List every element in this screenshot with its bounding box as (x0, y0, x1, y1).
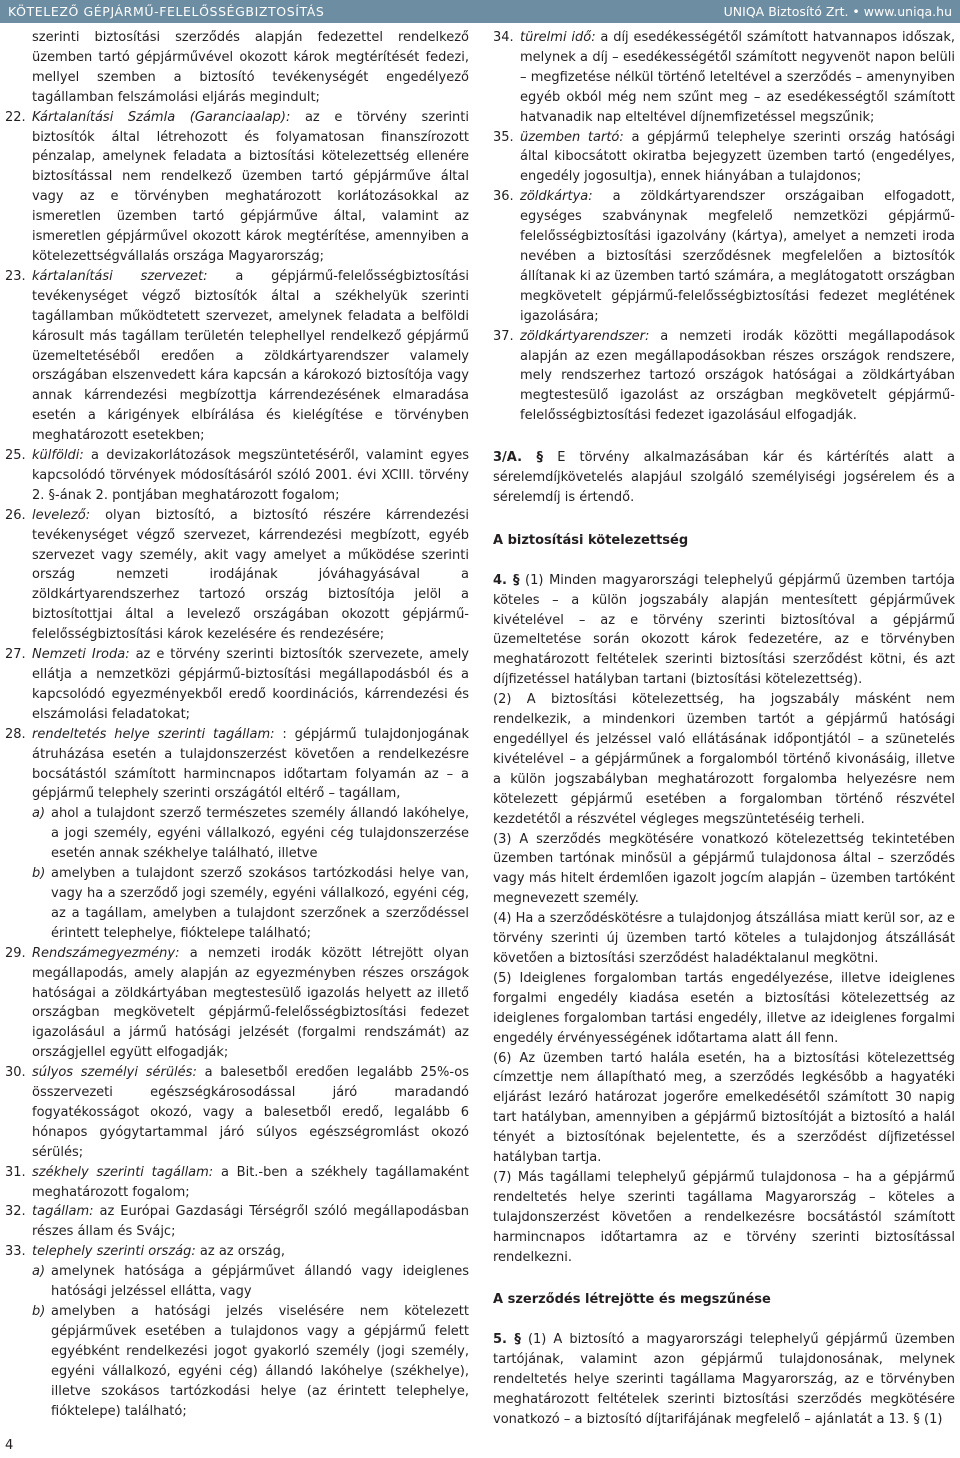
page-header (0, 0, 960, 23)
definition-item (5, 1242, 469, 1421)
item-number: 34. (493, 30, 514, 45)
section-4-paragraph: (2) A biztosítási kötelezettség, ha jogszabály másként nem rendelkezik, a mindenkori üzemben tartót a gépjármű hatósági engedéllyel és jelzéssel való ellátásának időpontjától – a szünetelés kivételével – a gépjárműnek a forgalomból történő kivonásáig, illetve a külön jogszabályban meghatározott forgalomba helyezésre nem kötelezett gépjármű esetében a forgalomban történő részvétel kezdetétől a részvétel végleges megszüntetéséig terheli. (493, 692, 955, 827)
intro-paragraph: szerinti biztosítási szerződés alapján fedezettel rendelkező üzemben tartó gépjárművével okozott károk megtérítését fedezi, mellyel szemben a biztosító tevékenységét engedélyező tagállamban felszámolási eljárás megindult; (32, 30, 469, 105)
sub-item-label: b) (32, 866, 46, 882)
sub-item-label: b) (32, 1304, 46, 1319)
sub-item-label: a) (32, 1264, 46, 1280)
definition-term: üzemben tartó: (520, 129, 624, 145)
definition-term: türelmi idő: (520, 30, 596, 45)
section-heading: A szerződés létrejötte és megszűnése (493, 1292, 771, 1308)
definition-text: a balesetből eredően legalább 25%-os összervezeti egészségkárosodással járó maradandó fogyatékosságot okozó, vagy a balesetből eredő, legalább 6 hónapos gyógytartammal járó súlyos egészségromlást okozó sérülés; (32, 1065, 469, 1160)
definition-text: a gépjármű-felelősségbiztosítási tevékenységet végző biztosítók által a székhelyük szerinti tagállamban működtetett szervezet, amelynek feladata a belföldi károsult más tagállam területén telephellyel rendelkező gépjármű üzemeltetéséből eredően a zöldkártyarendszer valamely országában elszenvedett kára kapcsán a károkozó biztosítója vagy annak kárrendezési megbízottja kárrendezésének elmaradása esetén a kárigények elbírálása és kielégítése e törvényben meghatározott esetekben; (32, 268, 469, 444)
sub-item-text: amelyben a hatósági jelzés viselésére nem kötelezett gépjárművek esetében a tulajdonos vagy a gépjármű felett egyébként rendelkezési jogot gyakorló személy (jogi személy, egyéni vállalkozó, egyéni cég) állandó lakóhelye (székhelye), illetve szokásos tartózkodási helye (az érintett telephelye, fióktelepe) található; (51, 1304, 469, 1419)
definition-item (5, 944, 469, 1063)
definition-item (5, 645, 469, 725)
section-4-paragraph: (4) Ha a szerződéskötésre a tulajdonjog átszállása miatt kerül sor, az e törvény szerinti új üzemben tartó köteles a tulajdonjog átszállását követően a biztosítási szerződést haladéktalanul megkötni. (493, 911, 955, 966)
item-number: 30. (5, 1065, 26, 1081)
sub-item-text: amelynek hatósága a gépjárművet állandó vagy ideiglenes hatósági jelzéssel ellátta, vagy (51, 1264, 469, 1300)
sub-item-text: amelyben a tulajdont szerző szokásos tartózkodási helye van, vagy ha a szerződő jogi személy, egyéni vállalkozó, egyéni cég, az a tagállam, amelyben a tulajdont szerzőnek a szerződéssel érintett telephelye, fióktelepe található; (51, 866, 469, 941)
item-number: 32. (5, 1204, 26, 1220)
item-number: 26. (5, 507, 26, 523)
sub-item (32, 864, 469, 944)
section-4-paragraph: (6) Az üzemben tartó halála esetén, ha a biztosítási kötelezettség címzettje nem állapítható meg, a szerződés legkésőbb a hagyatéki eljárást lezáró határozat jogerőre emelkedésétől számított 30 napig tart hatályban, amennyiben a gépjármű biztosítóját a biztosító a halál tényét a biztosítónak bejelentette, és a szerződést díjfizetéssel hatályban tartja. (493, 1050, 955, 1166)
right-column (493, 28, 955, 1430)
sub-item (32, 1302, 469, 1421)
item-number: 33. (5, 1244, 26, 1260)
definition-item (5, 725, 469, 944)
sub-item (32, 804, 469, 864)
definition-item (5, 446, 469, 506)
item-number: 35. (493, 129, 514, 145)
definition-item (5, 1163, 469, 1203)
definition-item (5, 108, 469, 267)
section-4-paragraph (493, 571, 955, 690)
section-text: (1) A biztosító a magyarországi telephelyű gépjármű üzemben tartójának, valamint azon gépjármű tulajdonosának, melynek rendeltetés helye szerinti tagállama Magyarország, az e törvényben meghatározott feltételek szerinti biztosítási szerződés megkötésére vonatkozó – a biztosító díjtarifájának megfelelő – ajánlatát a 13. § (1) (493, 1332, 956, 1427)
sub-item-text: ahol a tulajdont szerző természetes személy állandó lakóhelye, a jogi személy, egyéni vállalkozó, egyéni cég tulajdonszerzése esetén annak székhelye található, illetve (51, 806, 469, 862)
definition-term: Nemzeti Iroda: (32, 647, 130, 663)
item-number: 25. (5, 448, 26, 464)
definition-text: : gépjármű tulajdonjogának átruházása esetén a tulajdonszerzést követően a rendelkezésre bocsátástól számított harmincnapos időtartam folyamán az – a gépjármű telephely szerinti országától eltérő – tagállam, (32, 726, 469, 802)
definition-text: az Európai Gazdasági Térségről szóló megállapodásban részes állam és Svájc; (32, 1204, 469, 1240)
definition-term: súlyos személyi sérülés: (32, 1065, 197, 1081)
item-number: 37. (493, 328, 514, 344)
definition-term: zöldkártyarendszer: (520, 328, 650, 344)
definition-term: Kártalanítási Számla (Garanciaalap): (32, 109, 291, 125)
definition-text: a díj esedékességétől számított hatvannapos időszak, melynek a díj – esedékességétől számított negyvenöt napon belüli – megfizetése nélkül történő leteltével a szerződés – amenynyiben egyéb okból még nem szűnt meg – az esedékességtől számított hatvanadik nap elteltével díjnemfizetéssel megszűnik; (520, 30, 955, 125)
item-number: 29. (5, 945, 26, 961)
definition-item (5, 267, 469, 446)
sub-item-label: a) (32, 806, 46, 822)
definition-text: olyan biztosító, a biztosító részére kárrendezési tevékenységet végző szervezet, kárrendezési megbízott, egyéb szervezet vagy személy, akit vagy amelyet a működése szerinti ország nemzeti irodájának jóváhagyásával a zöldkártyarendszerhez tartozó ország biztosítója jelöl a biztosítottjai által a levelező országában okozott gépjármű-felelősségbiztosítási károk kezelésére és rendezésére; (32, 507, 469, 643)
definition-item (5, 1202, 469, 1242)
item-number: 23. (5, 268, 26, 284)
definition-text: a Bit.-ben a székhely tagállamaként meghatározott fogalom; (32, 1164, 469, 1200)
section-4-paragraph: (3) A szerződés megkötésére vonatkozó kötelezettség tekintetében üzemben tartónak minősül a gépjármű tulajdonosa által – szerződés vagy más hitelt érdemlően igazolt jogcím alapján – üzemben tartóként megnevezett személy. (493, 831, 955, 907)
section-5-paragraph (493, 1330, 955, 1430)
definition-term: telephely szerinti ország: (32, 1244, 196, 1260)
section-heading: A biztosítási kötelezettség (493, 532, 689, 548)
section-number: 5. § (493, 1332, 521, 1348)
definition-term: kártalanítási szervezet: (32, 268, 208, 284)
section-text: E törvény alkalmazásában kár és kártérítés alatt a sérelemdíjkövetelés alapjául szolgáló személyiségi jogsérelem és a sérelemdíj is értendő. (493, 450, 956, 505)
definition-term: tagállam: (32, 1204, 94, 1220)
definition-item (5, 1063, 469, 1163)
definition-item (493, 327, 955, 427)
definition-term: rendeltetés helye szerinti tagállam: (32, 726, 275, 742)
item-number: 22. (5, 109, 26, 125)
definition-item (493, 28, 955, 128)
definition-text: a devizakorlátozások megszüntetéséről, valamint egyes kapcsolódó törvények módosításáról szóló 2001. évi XCIII. törvény 2. §-ának 2. pontjában meghatározott fogalom; (32, 448, 469, 503)
definition-text: az e törvény szerinti biztosítók által létrehozott és folyamatosan finanszírozott pénzalap, amelynek feladata a biztosítási kötelezettség ellenére biztosítással nem rendelkező üzemben tartó gépjárműve által vagy az e törvényben meghatározott korlátozásokkal az ismeretlen üzemben tartó gépjárműve által, valamint az ismeretlen gépjárművel okozott károk megtérítése, amennyiben a kötelezettségvállalás országa Magyarország; (32, 109, 469, 264)
definition-term: székhely szerinti tagállam: (32, 1164, 214, 1180)
definition-text: az az ország, (195, 1244, 285, 1260)
item-number: 31. (5, 1164, 26, 1180)
definition-item (493, 187, 955, 326)
section-4-paragraph: (5) Ideiglenes forgalomban tartás engedélyezése, illetve ideiglenes forgalmi engedély kiadása esetén a biztosítási kötelezettség az ideiglenes forgalomban tartási engedély, illetve az ideiglenes forgalmi engedély érvényességének időtartama alatt áll fenn. (493, 970, 955, 1046)
definition-text: a zöldkártyarendszer országaiban elfogadott, egységes szabványnak megfelelő nemzetközi gépjármű-felelősségbiztosítási igazolvány (kártya), amelyet a nemzeti iroda nevében a biztosítási szerződésnek megfelelően a biztosítók állítanak ki az üzemben tartó számára, a meglátogatott országban megkövetelt gépjármű-felelősségbiztosítási fedezet meglétének igazolására; (520, 189, 955, 324)
section-3a (493, 448, 955, 508)
definition-item (5, 506, 469, 645)
definition-item (493, 128, 955, 188)
item-number: 36. (493, 189, 514, 205)
section-4-paragraph: (7) Más tagállami telephelyű gépjármű tulajdonosa – ha a gépjármű rendeltetés helye szerinti tagállama Magyarország – köteles a tulajdonszerzést követően a rendelkezésre bocsátástól számított harmincnapos időtartamra az e törvény szerinti biztosítással rendelkezni. (493, 1169, 955, 1265)
definition-text: a nemzeti irodák között létrejött olyan megállapodás, amely alapján az egyezményben részes országok hatóságai a zöldkártyában megtestesülő igazolás helyett az illető országban megkövetelt gépjármű-felelősségbiztosítási fedezet igazolásául a jármű hatósági jelzését (forgalmi rendszámát) az országjellel együtt elfogadják; (32, 945, 469, 1061)
sub-item (32, 1262, 469, 1302)
header-title: KÖTELEZŐ GÉPJÁRMŰ-FELELŐSSÉGBIZTOSÍTÁS (8, 4, 325, 19)
section-text: (1) Minden magyarországi telephelyű gépjármű üzemben tartója köteles – a külön jogszabály alapján mentesített gépjárművek kivételével – az e törvény szerinti biztosítóval a gépjármű üzemeltetése során okozott károk fedezetére, az e törvényben meghatározott feltételek szerinti biztosítási szerződést kötni, és azt díjfizetéssel hatályban tartani (biztosítási kötelezettség). (493, 572, 955, 688)
section-number: 4. § (493, 572, 520, 588)
definition-term: zöldkártya: (520, 189, 593, 205)
section-number: 3/A. § (493, 450, 544, 466)
definition-text: a gépjármű telephelye szerinti ország hatósági által kibocsátott okiratba bejegyzett üzemben tartó (engedélyes, engedély jogosultja), ennek hiányában a tulajdonos; (520, 129, 955, 185)
header-publisher: UNIQA Biztosító Zrt. • www.uniqa.hu (723, 4, 952, 19)
page-number: 4 (5, 1438, 14, 1453)
definition-text: a nemzeti irodák közötti megállapodások alapján az ezen megállapodásokban részes országok rendszere, mely rendszerhez tartozó országok hatóságai a zöldkártyában megtestesülő igazolást az országban megkövetelt gépjármű-felelősségbiztosítási fedezet igazolásául elfogadják. (520, 328, 955, 424)
definition-text: az e törvény szerinti biztosítók szervezete, amely ellátja a nemzetközi gépjármű-biztosítási megállapodásból és a kapcsolódó egyezményekből eredő koordinációs, kárrendezési és elszámolási feladatokat; (32, 647, 469, 722)
spacer (493, 426, 955, 448)
definition-term: külföldi: (32, 448, 84, 464)
definition-term: Rendszámegyezmény: (32, 945, 180, 961)
item-number: 27. (5, 647, 26, 663)
left-column (5, 28, 469, 1421)
definition-term: levelező: (32, 507, 91, 523)
item-number: 28. (5, 726, 26, 742)
